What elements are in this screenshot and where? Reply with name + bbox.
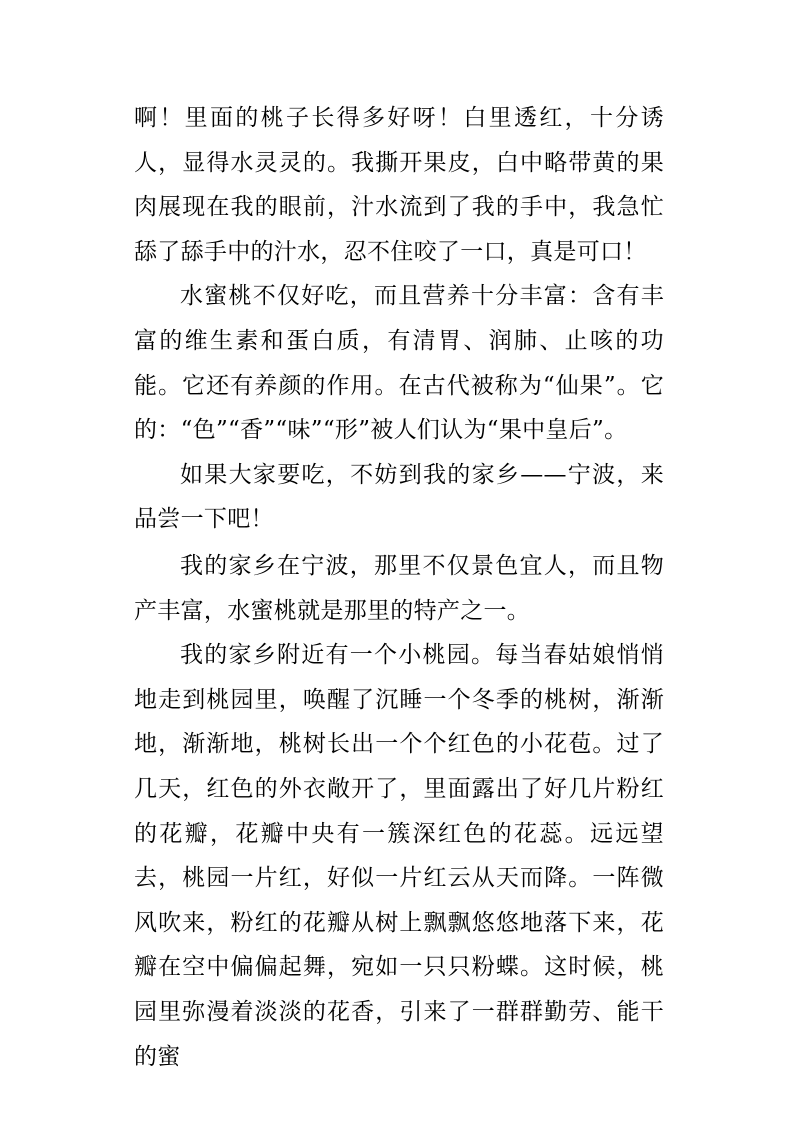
text-section-1 — [134, 96, 664, 542]
paragraph-continuation: 啊！里面的桃子长得多好呀！白里透红，十分诱人，显得水灵灵的。我撕开果皮，白中略带黄的果肉展现在我的眼前，汁水流到了我的手中，我急忙舔了舔手中的汁水，忍不住咬了一口，真是可口！ — [134, 105, 664, 265]
paragraph-hometown: 我的家乡在宁波，那里不仅景色宜人，而且物产丰富，水蜜桃就是那里的特产之一。 — [134, 553, 664, 624]
paragraph-nutrition: 水蜜桃不仅好吃，而且营养十分丰富：含有丰富的维生素和蛋白质，有清胃、润肺、止咳的功能。它还有养颜的作用。在古代被称为“仙果”。它的：“色”“香”“味”“形”被人们认为“果中皇后”。 — [134, 283, 664, 444]
text-section-2 — [134, 544, 664, 1079]
paragraph-peach-orchard: 我的家乡附近有一个小桃园。每当春姑娘悄悄地走到桃园里，唤醒了沉睡一个冬季的桃树，渐渐地，渐渐地，桃树长出一个个红色的小花苞。过了几天，红色的外衣敞开了，里面露出了好几片粉红的花瓣，花瓣中央有一簇深红色的花蕊。远远望去，桃园一片红，好似一片红云从天而降。一阵微风吹来，粉红的花瓣从树上飘飘悠悠地落下来，花瓣在空中偏偏起舞，宛如一只只粉蝶。这时候，桃园里弥漫着淡淡的花香，引来了一群群勤劳、能干的蜜 — [134, 642, 664, 1070]
paragraph-invitation: 如果大家要吃，不妨到我的家乡——宁波，来品尝一下吧！ — [134, 461, 664, 533]
